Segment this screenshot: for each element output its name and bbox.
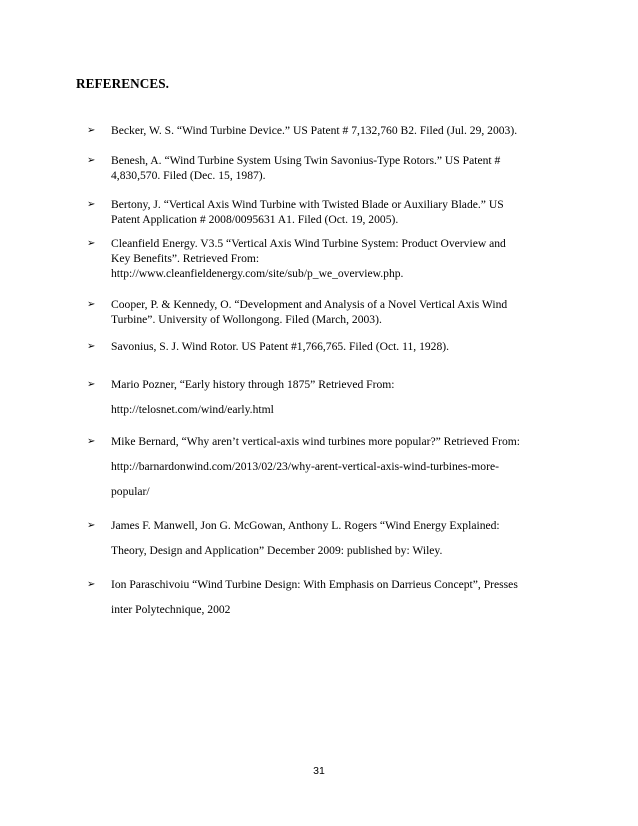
arrow-bullet-icon: ➢	[87, 299, 96, 310]
reference-url: http://telosnet.com/wind/early.html	[111, 403, 274, 416]
reference-text: Theory, Design and Application” December 2009: published by: Wiley.	[111, 544, 443, 557]
reference-text: Cleanfield Energy. V3.5 “Vertical Axis Wind Turbine System: Product Overview and	[111, 237, 506, 250]
reference-item-bertony	[87, 197, 587, 227]
arrow-bullet-icon: ➢	[87, 238, 96, 249]
arrow-bullet-icon: ➢	[87, 579, 96, 590]
reference-item-cooper	[87, 297, 587, 327]
reference-text: Mario Pozner, “Early history through 1875” Retrieved From:	[111, 378, 395, 391]
reference-item-becker	[87, 123, 587, 138]
reference-text: Becker, W. S. “Wind Turbine Device.” US Patent # 7,132,760 B2. Filed (Jul. 29, 2003).	[111, 124, 518, 137]
arrow-bullet-icon: ➢	[87, 520, 96, 531]
arrow-bullet-icon: ➢	[87, 436, 96, 447]
reference-text: Patent Application # 2008/0095631 A1. Filed (Oct. 19, 2005).	[111, 213, 399, 226]
arrow-bullet-icon: ➢	[87, 341, 96, 352]
reference-text: Key Benefits”. Retrieved From:	[111, 252, 260, 265]
reference-item-pozner	[87, 372, 587, 422]
arrow-bullet-icon: ➢	[87, 199, 96, 210]
reference-item-manwell	[87, 513, 587, 563]
reference-item-benesh	[87, 153, 587, 183]
reference-text: Bertony, J. “Vertical Axis Wind Turbine with Twisted Blade or Auxiliary Blade.” US	[111, 198, 504, 211]
references-heading: REFERENCES.	[76, 76, 170, 91]
reference-url: http://barnardonwind.com/2013/02/23/why-arent-vertical-axis-wind-turbines-more-	[111, 460, 499, 473]
reference-url: popular/	[111, 485, 150, 498]
arrow-bullet-icon: ➢	[87, 379, 96, 390]
reference-item-paraschivoiu	[87, 572, 587, 622]
reference-text: Cooper, P. & Kennedy, O. “Development and Analysis of a Novel Vertical Axis Wind	[111, 298, 508, 311]
reference-text: Turbine”. University of Wollongong. Filed (March, 2003).	[111, 313, 382, 326]
reference-text: inter Polytechnique, 2002	[111, 603, 231, 616]
reference-text: Savonius, S. J. Wind Rotor. US Patent #1,766,765. Filed (Oct. 11, 1928).	[111, 340, 450, 353]
reference-item-savonius	[87, 339, 587, 354]
reference-text: Ion Paraschivoiu “Wind Turbine Design: With Emphasis on Darrieus Concept”, Presses	[111, 578, 518, 591]
page-number: 31	[313, 765, 325, 777]
reference-text: 4,830,570. Filed (Dec. 15, 1987).	[111, 169, 266, 182]
reference-item-cleanfield	[87, 236, 587, 281]
reference-url: http://www.cleanfieldenergy.com/site/sub/p_we_overview.php.	[111, 267, 404, 280]
reference-text: Benesh, A. “Wind Turbine System Using Twin Savonius-Type Rotors.” US Patent #	[111, 154, 501, 167]
reference-text: James F. Manwell, Jon G. McGowan, Anthony L. Rogers “Wind Energy Explained:	[111, 519, 500, 532]
reference-text: Mike Bernard, “Why aren’t vertical-axis wind turbines more popular?” Retrieved From:	[111, 435, 520, 448]
arrow-bullet-icon: ➢	[87, 125, 96, 136]
reference-item-bernard	[87, 429, 587, 504]
arrow-bullet-icon: ➢	[87, 155, 96, 166]
